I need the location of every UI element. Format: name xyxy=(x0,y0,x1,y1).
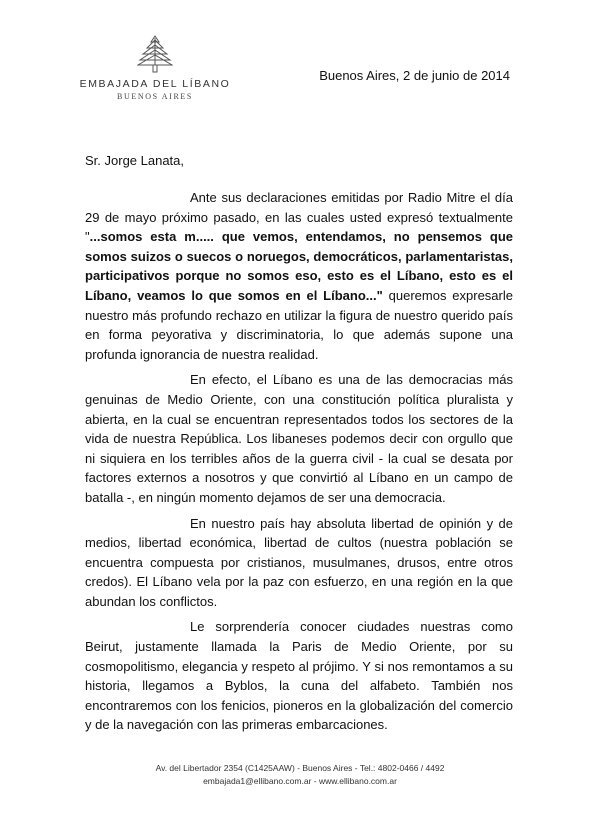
letterhead xyxy=(70,34,240,101)
paragraph-3: En nuestro país hay absoluta libertad de opinión y de medios, libertad económica, libertad de cultos (nuestra población se encuentra compuesta por cristianos, musulmanes, drusos, entre otros credos). El Líbano vela por la paz con esfuerzo, en una región en la que abundan los conflictos. xyxy=(85,515,513,609)
footer-contact: embajada1@ellibano.com.ar - www.ellibano.com.ar xyxy=(203,776,397,786)
embassy-city: BUENOS AIRES xyxy=(117,92,193,101)
paragraph-2: En efecto, el Líbano es una de las democracias más genuinas de Medio Oriente, con una constitución política pluralista y abierta, en la cual se encuentran representados todos los sectores de la vida de nuestra República. Los libaneses podemos decir con orgullo que ni siquiera en los terribles años de la guerra civil - la cual se desata por factores externos a nosotros y que convirtió al Líbano en un campo de batalla -, en ningún momento dejamos de ser una democracia. xyxy=(85,372,513,505)
cedar-tree-icon xyxy=(137,34,173,74)
salutation: Sr. Jorge Lanata, xyxy=(85,153,185,168)
letter-date: Buenos Aires, 2 de junio de 2014 xyxy=(319,68,510,83)
paragraph-1-intro: Ante sus declaraciones emitidas por Radio Mitre el día 29 de mayo próximo pasado, en las cuales usted expresó textualmente " xyxy=(85,190,513,245)
paragraph-4: Le sorprendería conocer ciudades nuestras como Beirut, justamente llamada la Paris de Medio Oriente, por su cosmopolitismo, elegancia y respeto al prójimo. Y si nos remontamos a su historia, llegamos a Byblos, la cuna del alfabeto. También nos encontraremos con los fenicios, pioneros en la globalización del comercio y de la navegación con las primeras embarcaciones. xyxy=(85,619,513,733)
paragraph-1-rest: queremos expresarle nuestro más profundo rechazo en utilizar la figura de nuestro querido país en forma peyorativa y discriminatoria, lo que además supone una profunda ignorancia de nuestra realidad. xyxy=(85,287,513,362)
footer-address: Av. del Libertador 2354 (C1425AAW) - Buenos Aires - Tel.: 4802-0466 / 4492 xyxy=(155,763,445,773)
paragraph-1 xyxy=(85,188,513,364)
footer xyxy=(0,762,600,788)
letter-body xyxy=(85,188,513,741)
quoted-statement: ...somos esta m..... que vemos, entendamos, no pensemos que somos suizos o suecos o noruegos, democráticos, parlamentaristas, participativos porque no somos eso, esto es el Líbano, esto es el Líbano, veamos lo que somos en el Líbano..." xyxy=(85,229,513,303)
embassy-name: EMBAJADA DEL LÍBANO xyxy=(79,78,231,90)
